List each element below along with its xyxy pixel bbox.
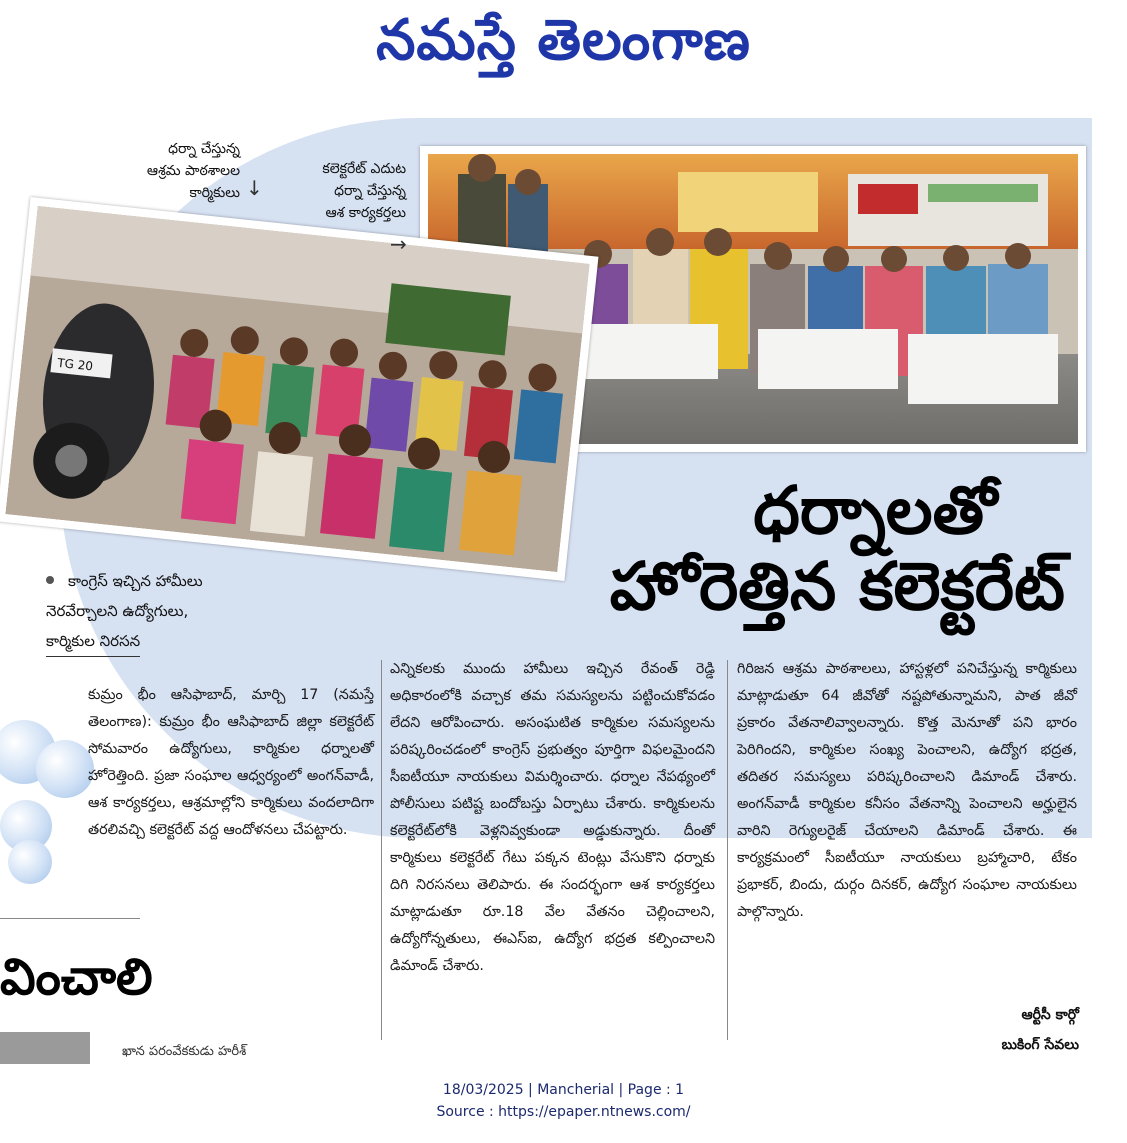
bubble-decoration bbox=[36, 740, 94, 798]
bullet-icon bbox=[46, 576, 54, 584]
adjacent-headline: ఆర్టీసీ కార్గో బుకింగ్ సేవలు bbox=[1001, 1007, 1079, 1053]
arrow-right-icon: → bbox=[390, 232, 407, 256]
arrow-down-icon: ↓ bbox=[246, 176, 263, 200]
photo-ashram-school-workers bbox=[0, 197, 598, 581]
headline-line2: హోరెత్తిన కలెక్టరేట్ bbox=[609, 548, 1065, 625]
article-column-3: గిరిజన ఆశ్రమ పాఠశాలలు, హాస్టళ్లలో పనిచేస్తున్న కార్మికులు మాట్లాడుతూ 64 జీవోతో నష్టపోతున్నామని, పాత జీవో ప్రకారం వేతనాలివ్వాలన్నారు. కొత్త మెనూతో పని భారం పెరిగిందని, కార్మికుల సంఖ్య పెంచాలని, ఉద్యోగ భద్రత, తదితర సమస్యలు పరిష్కరించాలని డిమాండ్ చేశారు. అంగన్‌వాడీ కార్మికుల కనీసం వేతనాన్ని పెంచాలని అర్హులైన వారిని రెగ్యులరైజ్ చేయాలని డిమాండ్ చేశారు. ఈ కార్యక్రమంలో సీఐటీయూ నాయకులు బ్రహ్మాచారి, టేకం ప్రభాకర్, బిందు, దుర్గం దినకర్, ఉద్యోగ సంఘాల నాయకులు పాల్గొన్నారు. bbox=[737, 661, 1077, 920]
sub-heading-bullets: కాంగ్రెస్ ఇచ్చిన హామీలు నెరవేర్చాలని ఉద్యోగులు, కార్మికుల నిరసన bbox=[46, 566, 226, 657]
column-divider bbox=[381, 660, 382, 1040]
article-column-2: ఎన్నికలకు ముందు హామీలు ఇచ్చిన రేవంత్ రెడ్డి అధికారంలోకి వచ్చాక తమ సమస్యలను పట్టించుకోవడం లేదని ఆరోపించారు. అసంఘటిత కార్మికుల సమస్యలను పరిష్కరించడంలో కాంగ్రెస్ ప్రభుత్వం పూర్తిగా విఫలమైందని సీఐటీయూ నాయకులు విమర్శించారు. ధర్నాల నేపథ్యంలో పోలీసులు పటిష్ట బందోబస్తు ఏర్పాటు చేశారు. కార్మికులను కలెక్టరేట్‌లోకి వెళ్లనివ్వకుండా అడ్డుకున్నారు. దీంతో కార్మికులు కలెక్టరేట్ గేటు పక్కన టెంట్లు వేసుకొని ధర్నాకు దిగి నిరసనలు తెలిపారు. ఈ సందర్భంగా ఆశ కార్యకర్తలు మాట్లాడుతూ రూ.18 వేల వేతనం చెల్లించాలని, ఉద్యోగోన్నతులు, ఈఎస్ఐ, ఉద్యోగ భద్రత కల్పించాలని డిమాండ్ చేశారు. bbox=[390, 661, 715, 974]
column-divider bbox=[727, 660, 728, 1040]
neighbor-caption-fragment: ఖాన పరంవేకకుడు హరీశ్ bbox=[122, 1044, 247, 1059]
masthead: నమస్తే తెలంగాణ bbox=[376, 8, 751, 73]
neighbor-photo-fragment bbox=[0, 1032, 90, 1064]
bubble-decoration bbox=[8, 840, 52, 884]
workers-photo-illustration bbox=[5, 206, 589, 572]
svg-text:TG 20: TG 20 bbox=[56, 355, 94, 374]
photo1-caption: ధర్నా చేస్తున్న ఆశ్రమ పాఠశాలల కార్మికులు bbox=[146, 141, 240, 201]
article-column-1: కుమ్రం భీం ఆసిఫాబాద్, మార్చి 17 (నమస్తే తెలంగాణ): కుమ్రం భీం ఆసిఫాబాద్ జిల్లా కలెక్టరేట్ సోమవారం ఉద్యోగులు, కార్మికుల ధర్నాలతో హోరెత్తింది. ప్రజా సంఘాల ఆధ్వర్యంలో అంగన్‌వాడీ, ఆశ కార్యకర్తలు, ఆశ్రమాల్లోని కార్మికులు వందలాదిగా తరలివచ్చి కలెక్టరేట్ వద్ద ఆందోళనలు చేపట్టారు. bbox=[88, 687, 374, 838]
footer-date-page: 18/03/2025 | Mancherial | Page : 1 bbox=[442, 1082, 685, 1098]
headline-line1: ధర్నాలతో bbox=[753, 472, 997, 549]
neighbor-divider bbox=[0, 918, 140, 919]
photo2-caption: కలెక్టరేట్ ఎదుట ధర్నా చేస్తున్న ఆశ కార్యకర్తలు bbox=[322, 161, 406, 221]
footer-source-link[interactable]: Source : https://epaper.ntnews.com/ bbox=[436, 1104, 691, 1120]
neighbor-headline-fragment: వించాలి bbox=[0, 948, 153, 1006]
